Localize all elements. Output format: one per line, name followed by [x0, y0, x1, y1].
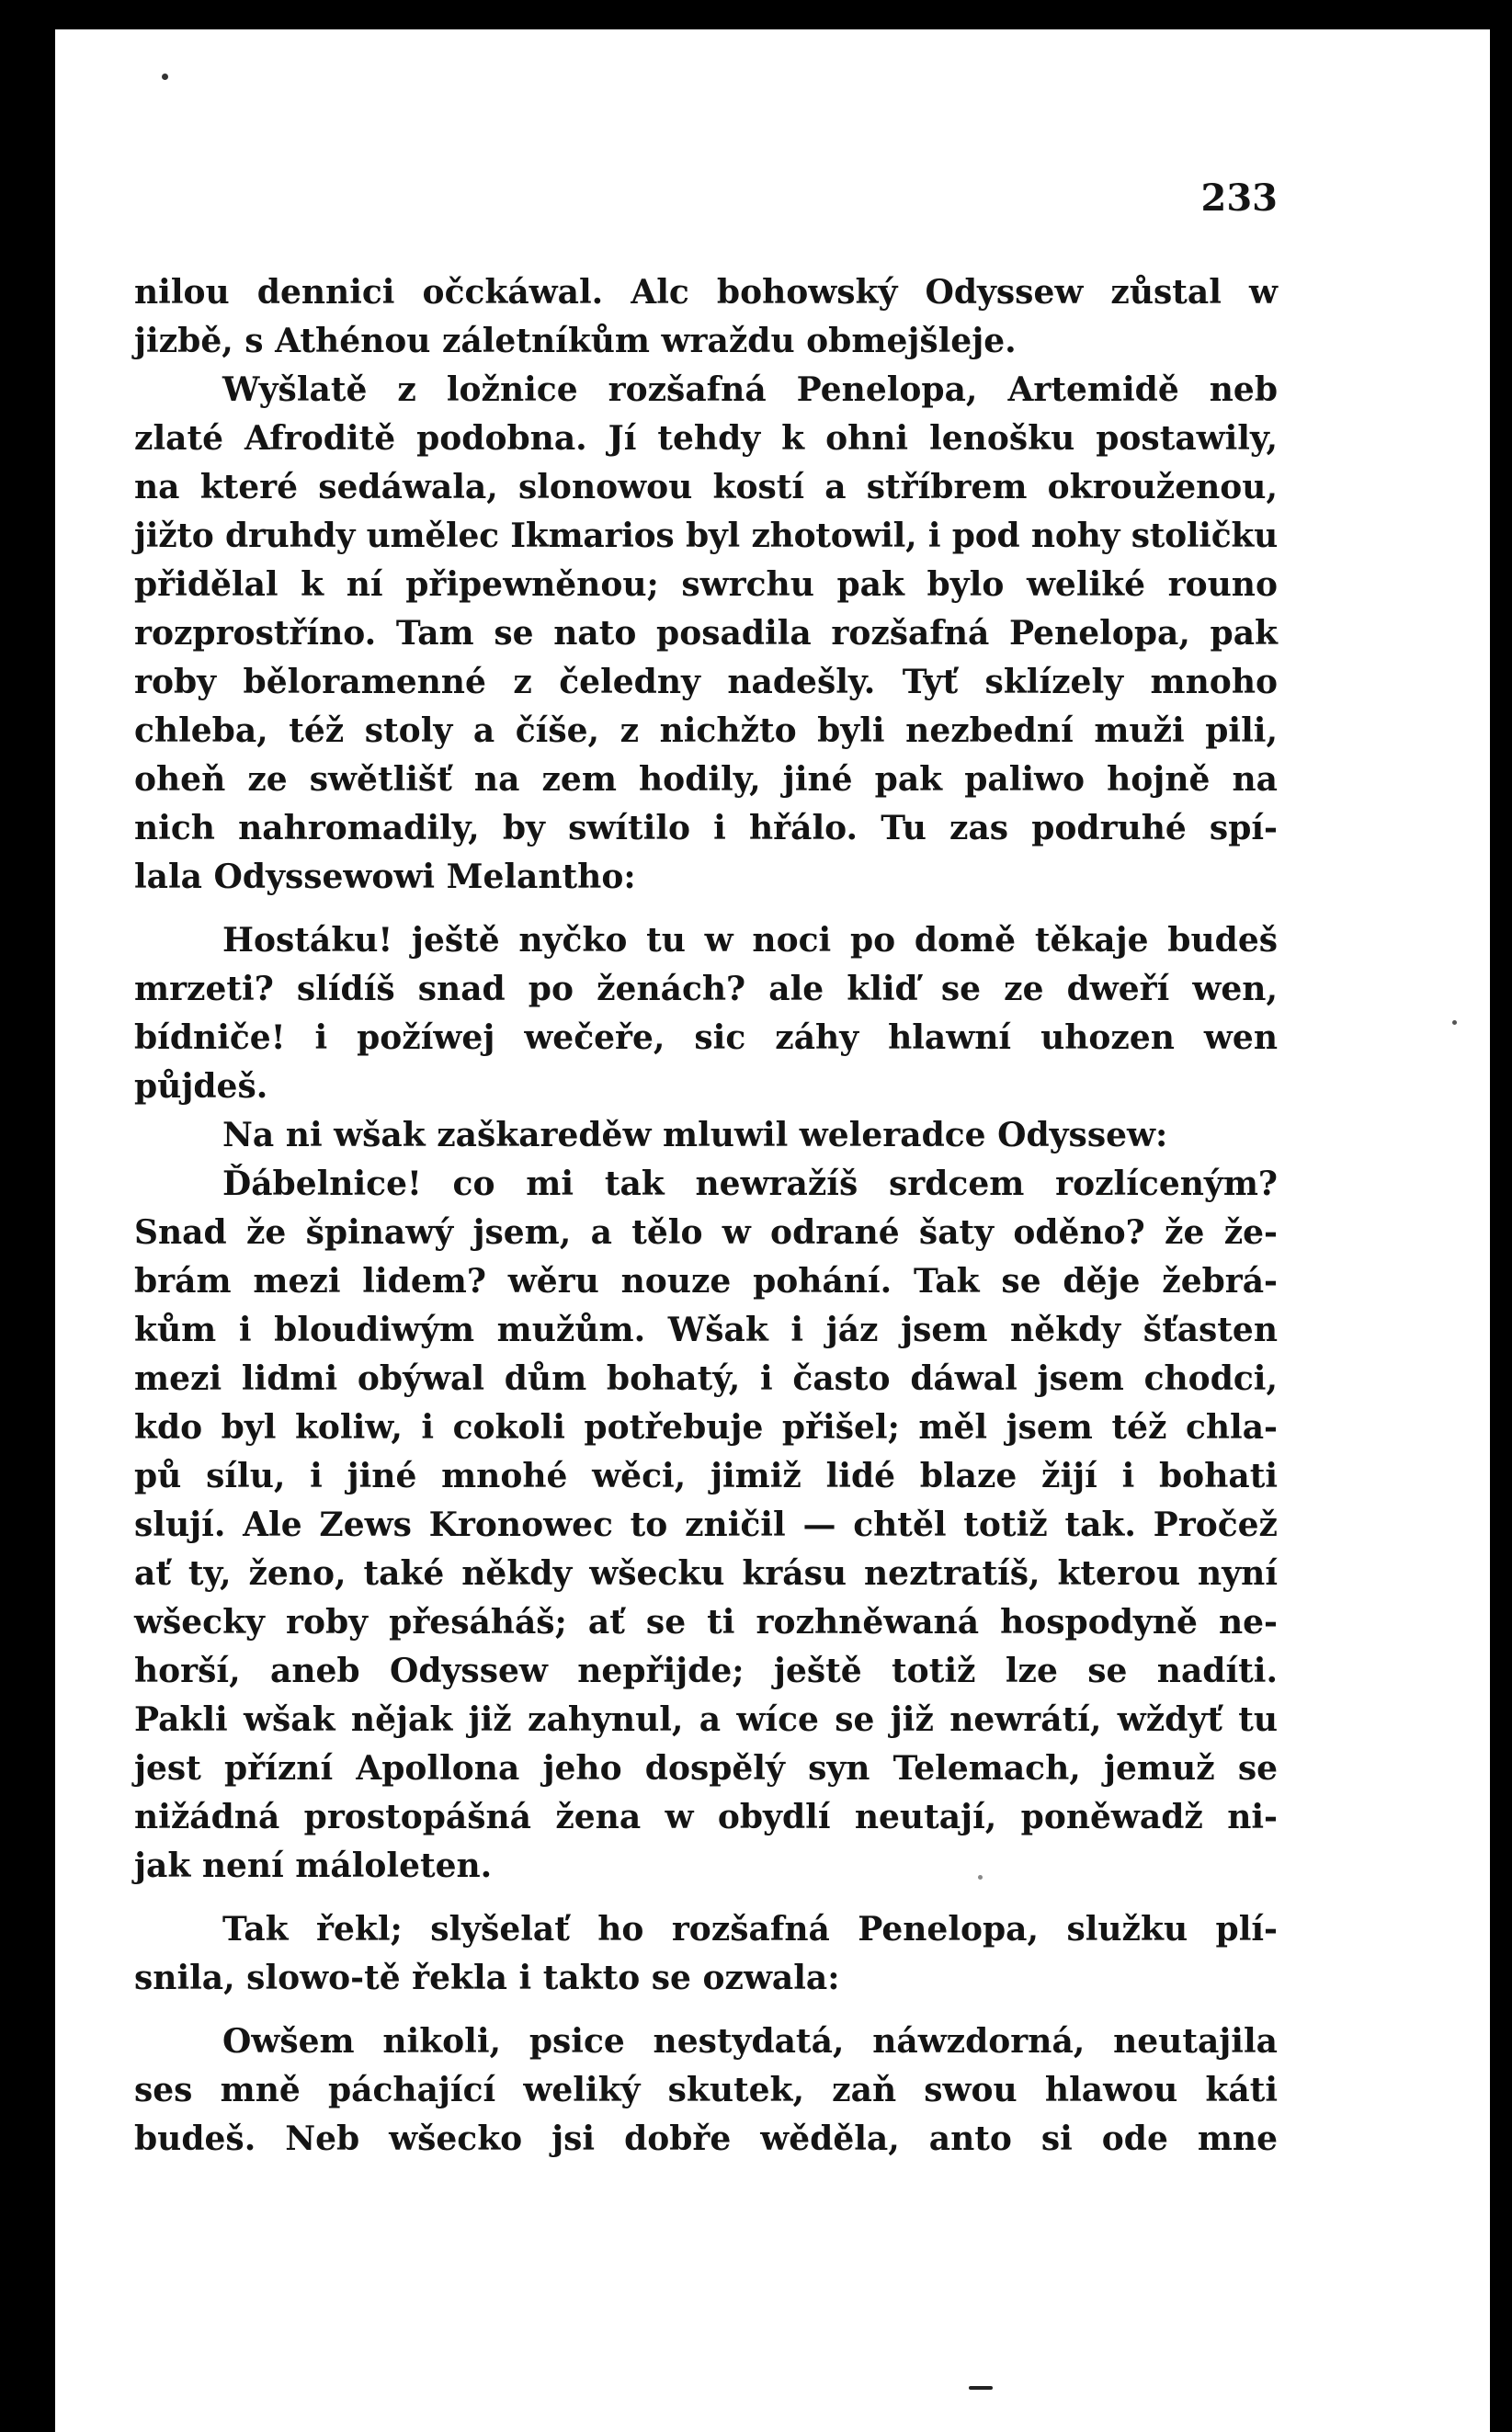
text-line: kům i bloudiwým mužům. Wšak i jáz jsem někdy šťasten — [134, 1311, 1278, 1349]
book-page — [55, 29, 1490, 2432]
text-line: oheň ze swětlišť na zem hodily, jiné pak paliwo hojně na — [134, 760, 1278, 799]
text-line: wšecky roby přesáháš; ať se ti rozhněwaná hospodyně ne- — [134, 1603, 1278, 1642]
text-line: snila, slowo-tě řekla i takto se ozwala: — [134, 1959, 840, 1997]
text-line: roby běloramenné z čeledny nadešly. Tyť sklízely mnoho — [134, 663, 1278, 701]
text-line: mezi lidmi obýwal dům bohatý, i často dáwal jsem chodci, — [134, 1359, 1278, 1398]
scan-speck — [978, 1875, 983, 1880]
text-line: lala Odyssewowi Melantho: — [134, 858, 636, 896]
text-line: jak není máloleten. — [134, 1847, 493, 1885]
text-line: pů sílu, i jiné mnohé wěci, jimiž lidé blaze žijí i bohati — [134, 1457, 1278, 1495]
text-line: zlaté Afroditě podobna. Jí tehdy k ohni lenošku postawily, — [134, 419, 1278, 458]
text-line: jizbě, s Athénou záletníkům wraždu obmejšleje. — [134, 322, 1017, 360]
text-line: nich nahromadily, by swítilo i hřálo. Tu zas podruhé spí- — [134, 809, 1278, 847]
text-line: slují. Ale Zews Kronowec to zničil — chtěl totiž tak. Pročež — [134, 1506, 1278, 1544]
scan-edge-top — [0, 0, 1512, 29]
text-line: rozprostříno. Tam se nato posadila rozšafná Penelopa, pak — [134, 614, 1278, 653]
text-line: nilou dennici očckáwal. Alc bohowský Odyssew zůstal w — [134, 273, 1278, 312]
text-line: ať ty, ženo, také někdy wšecku krásu neztratíš, kterou nyní — [134, 1554, 1278, 1593]
text-line: Ďábelnice! co mi tak newražíš srdcem rozlíceným? — [222, 1165, 1278, 1203]
text-line: brám mezi lidem? wěru nouze pohání. Tak se děje žebrá- — [134, 1262, 1278, 1301]
text-line: bídniče! i požíwej wečeře, sic záhy hlawní uhozen wen — [134, 1018, 1278, 1057]
scan-edge-left — [0, 0, 55, 2432]
page-number: 233 — [1200, 176, 1278, 220]
body-text — [134, 268, 1278, 2164]
text-line: Wyšlatě z ložnice rozšafná Penelopa, Artemidě neb — [222, 370, 1278, 409]
text-line: Hostáku! ještě nyčko tu w noci po domě těkaje budeš — [222, 921, 1278, 960]
scan-speck — [1452, 1020, 1457, 1025]
text-line: Owšem nikoli, psice nestydatá, náwzdorná, neutajila — [222, 2022, 1278, 2061]
scan-speck — [162, 74, 168, 80]
text-line: jest přízní Apollona jeho dospělý syn Telemach, jemuž se — [134, 1749, 1278, 1788]
text-line: Snad že špinawý jsem, a tělo w odrané šaty oděno? že že- — [134, 1213, 1278, 1252]
text-line: Pakli wšak nějak již zahynul, a wíce se již newrátí, wždyť tu — [134, 1700, 1278, 1739]
text-line: chleba, též stoly a číše, z nichžto byli nezbední muži pili, — [134, 711, 1278, 750]
text-line: ses mně páchající weliký skutek, zaň swou hlawou káti — [134, 2071, 1278, 2109]
text-line: Na ni wšak zaškareděw mluwil weleradce Odyssew: — [222, 1116, 1168, 1154]
scan-edge-right — [1490, 0, 1512, 2432]
text-line: na které sedáwala, slonowou kostí a stříbrem okrouženou, — [134, 468, 1278, 506]
text-line: Tak řekl; slyšelať ho rozšafná Penelopa, služku plí- — [222, 1910, 1278, 1949]
text-line: horší, aneb Odyssew nepřijde; ještě totiž lze se nadíti. — [134, 1652, 1278, 1690]
text-line: mrzeti? slídíš snad po ženách? ale kliď se ze dweří wen, — [134, 970, 1278, 1008]
text-line: přidělal k ní připewněnou; swrchu pak bylo weliké rouno — [134, 565, 1278, 604]
scan-speck — [969, 2386, 993, 2390]
text-line: půjdeš. — [134, 1067, 268, 1106]
text-line: budeš. Neb wšecko jsi dobře wěděla, anto si ode mne — [134, 2119, 1278, 2158]
text-line: jižto druhdy umělec Ikmarios byl zhotowil, i pod nohy stoličku — [134, 517, 1278, 555]
text-line: kdo byl koliw, i cokoli potřebuje přišel; měl jsem též chla- — [134, 1408, 1278, 1447]
text-line: nižádná prostopášná žena w obydlí neutají, poněwadž ni- — [134, 1798, 1278, 1836]
